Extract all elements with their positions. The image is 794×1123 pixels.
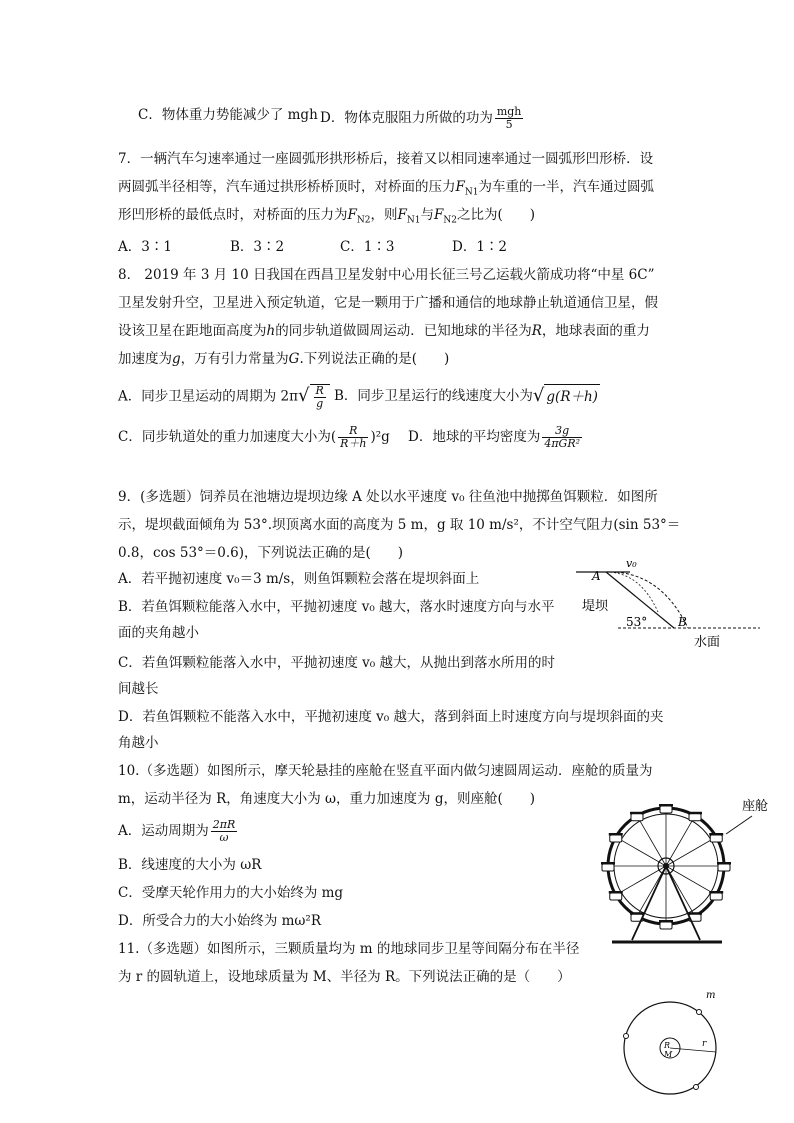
label-cabin: 座舱 bbox=[742, 799, 769, 814]
q10-line1: 10.（多选题）如图所示，摩天轮悬挂的座舱在竖直平面内做匀速圆周运动．座舱的质量为 bbox=[118, 763, 653, 779]
dam-figure bbox=[570, 556, 770, 652]
q7-line1: 7．一辆汽车匀速率通过一座圆弧形拱形桥后，接着又以相同速率通过一圆弧形凹形桥．设 bbox=[118, 151, 654, 167]
label-M: M bbox=[664, 1050, 673, 1059]
label-a: A bbox=[592, 569, 601, 583]
label-b: B bbox=[678, 615, 687, 629]
wheel-spoke bbox=[666, 837, 716, 866]
q8-option-a: A．同步卫星运动的周期为 2π√ $\frac{R}{g}$ bbox=[118, 384, 330, 410]
label-r: r bbox=[702, 1039, 707, 1049]
q9-option-c-2: 间越长 bbox=[118, 681, 159, 697]
q10-option-b: B．线速度的大小为 ωR bbox=[118, 857, 262, 873]
q9-line1: 9．(多选题）饲养员在池塘边堤坝边缘 A 处以水平速度 v₀ 往鱼池中抛掷鱼饵颗粒．如图所 bbox=[118, 489, 658, 505]
q6-option-d: D．物体克服阻力所做的功为 $\frac{\text{mgh}}{5}$ bbox=[320, 105, 522, 131]
q7-line2: 两圆弧半径相等，汽车通过拱形桥桥顶时，对桥面的压力$F_{N1}$为车重的一半，汽车通过圆弧 bbox=[118, 179, 654, 198]
q10-option-c: C．受摩天轮作用力的大小始终为 mg bbox=[118, 885, 344, 901]
label-dam: 堤坝 bbox=[582, 599, 609, 614]
wheel-cabin bbox=[601, 862, 615, 871]
wheel-cabin bbox=[688, 812, 702, 821]
satellite-2 bbox=[624, 1034, 629, 1039]
label-angle: 53° bbox=[626, 615, 648, 629]
q9-option-a: A．若平抛初速度 v₀＝3 m/s，则鱼饵颗粒会落在堤坝斜面上 bbox=[118, 571, 480, 587]
q11-line2: 为 r 的圆轨道上，设地球质量为 M、半径为 R。下列说法正确的是（ ） bbox=[118, 969, 571, 985]
q7-option-c: C．1∶3 bbox=[340, 239, 395, 255]
wheel-cabin bbox=[717, 862, 731, 871]
q9-option-b-2: 面的夹角越小 bbox=[118, 625, 199, 641]
q8-line2: 卫星发射升空，卫星进入预定轨道，它是一颗用于广播和通信的地球静止轨道通信卫星，假 bbox=[118, 295, 658, 311]
q11-line1: 11.（多选题）如图所示，三颗质量均为 m 的地球同步卫星等间隔分布在半径 bbox=[118, 941, 580, 957]
q8-line3: 设该卫星在距地面高度为h的同步轨道做圆周运动．已知地球的半径为R，地球表面的重力 bbox=[118, 323, 650, 339]
wheel-cabin bbox=[709, 891, 723, 900]
q7-option-d: D．1∶2 bbox=[452, 239, 508, 255]
q9-line3: 0.8，cos 53°＝0.6)，下列说法正确的是( ) bbox=[118, 545, 404, 561]
satellite-3 bbox=[694, 1085, 699, 1090]
ferris-wheel-figure bbox=[592, 790, 782, 950]
q9-option-c-1: C．若鱼饵颗粒能落入水中，平抛初速度 v₀ 越大，从抛出到落水所用的时 bbox=[118, 655, 555, 671]
wheel-spoke bbox=[666, 816, 695, 866]
radius-line bbox=[670, 1048, 716, 1052]
wheel-cabin bbox=[609, 833, 623, 842]
wheel-cabin bbox=[659, 920, 673, 929]
wheel-cabin bbox=[659, 804, 673, 813]
wheel-cabin bbox=[609, 891, 623, 900]
orbit-figure bbox=[614, 986, 734, 1114]
q8-option-d: D．地球的平均密度为 $\frac{3g}{\text{4πGR²}}$ bbox=[408, 424, 581, 450]
wheel-spoke bbox=[616, 837, 666, 866]
q10-option-a: A．运动周期为 $\frac{2\pi R}{\omega}$ bbox=[118, 818, 236, 844]
q7-option-b: B．3∶2 bbox=[230, 239, 285, 255]
q10-line2: m，运动半径为 R，角速度大小为 ω，重力加速度为 g，则座舱( ) bbox=[118, 791, 536, 807]
q8-option-b: B．同步卫星运行的线速度大小为√ g(R＋h) bbox=[334, 384, 600, 409]
q9-line2: 示，堤坝截面倾角为 53°.坝顶离水面的高度为 5 m，g 取 10 m/s²，不计空气阻力(sin 53°＝ bbox=[118, 517, 681, 533]
label-m: m bbox=[706, 990, 716, 1001]
q9-option-b-1: B．若鱼饵颗粒能落入水中，平抛初速度 v₀ 越大，落水时速度方向与水平 bbox=[118, 599, 555, 615]
q9-option-d-1: D．若鱼饵颗粒不能落入水中，平抛初速度 v₀ 越大，落到斜面上时速度方向与堤坝斜面的夹 bbox=[118, 709, 664, 725]
label-v0: v₀ bbox=[626, 557, 637, 570]
q8-option-c: C．同步轨道处的重力加速度大小为( $\frac{R}{R+h}$ )²g bbox=[118, 424, 390, 450]
wheel-spoke bbox=[637, 816, 666, 866]
wheel-cabin bbox=[630, 812, 644, 821]
satellite-1 bbox=[697, 1010, 702, 1015]
label-water: 水面 bbox=[694, 635, 721, 650]
q10-option-d: D．所受合力的大小始终为 mω²R bbox=[118, 913, 322, 929]
q6-d-fraction: $\frac{\text{mgh}}{5}$ bbox=[496, 105, 522, 131]
q9-option-d-2: 角越小 bbox=[118, 735, 159, 751]
q8-line4: 加速度为g，万有引力常量为G.下列说法正确的是( ) bbox=[118, 351, 450, 367]
q6-option-c: C．物体重力势能减少了 mgh bbox=[138, 107, 318, 123]
q8-line1: 8． 2019 年 3 月 10 日我国在西昌卫星发射中心用长征三号乙运载火箭成功将“中星 6C” bbox=[118, 267, 655, 283]
cabin-pointer bbox=[726, 816, 752, 834]
wheel-cabin bbox=[709, 833, 723, 842]
label-R: R bbox=[664, 1041, 671, 1050]
q7-line3: 形凹形桥的最低点时，对桥面的压力为$F_{N2}$，则$F_{N1}$与$F_{N2}$之比为( ) bbox=[118, 207, 535, 226]
q7-option-a: A．3∶1 bbox=[118, 239, 172, 255]
